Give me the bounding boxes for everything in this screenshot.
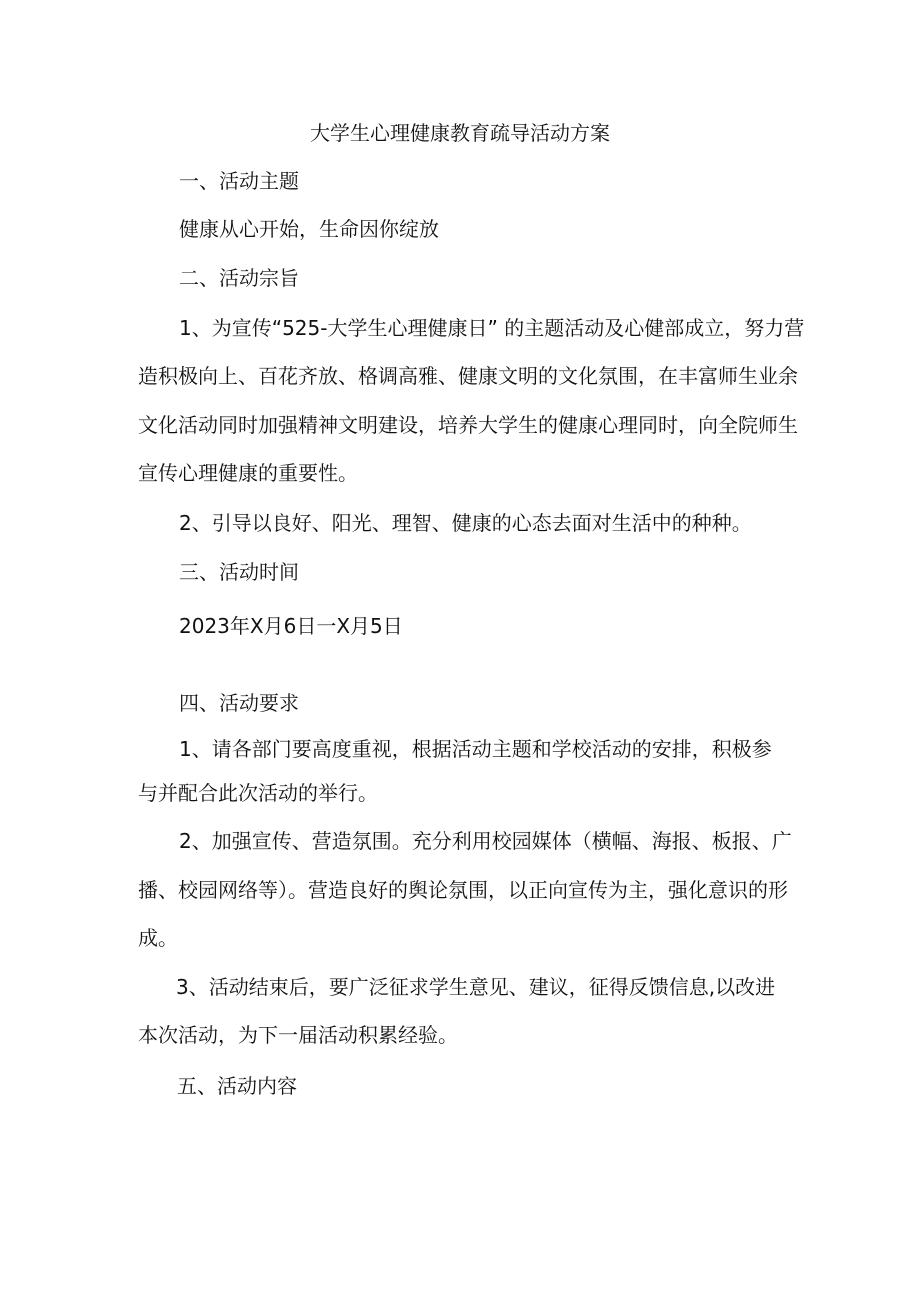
section-heading-time: 三、活动时间	[179, 560, 299, 584]
purpose-item2: 2、引导以良好、阳光、理智、健康的心态去面对生活中的种种。	[179, 511, 752, 535]
requirements-item2-line1: 2、加强宣传、营造氛围。充分利用校园媒体（横幅、海报、板报、广	[179, 829, 792, 853]
requirements-item1-line1: 1、请各部门要高度重视，根据活动主题和学校活动的安排，积极参	[179, 737, 772, 761]
section-heading-content: 五、活动内容	[177, 1074, 297, 1098]
purpose-item1-line3: 文化活动同时加强精神文明建设，培养大学生的健康心理同时，向全院师生	[138, 413, 798, 437]
requirements-item3-line1: 3、活动结束后，要广泛征求学生意见、建议，征得反馈信息,以改进	[176, 975, 776, 999]
section-heading-requirements: 四、活动要求	[179, 691, 299, 715]
document-title: 大学生心理健康教育疏导活动方案	[310, 121, 610, 145]
requirements-item3-line2: 本次活动，为下一届活动积累经验。	[138, 1023, 458, 1047]
purpose-item1-line2: 造积极向上、百花齐放、格调高雅、健康文明的文化氛围，在丰富师生业余	[138, 364, 798, 388]
requirements-item2-line3: 成。	[138, 926, 178, 950]
purpose-item1-line1: 1、为宣传“525-大学生心理健康日” 的主题活动及心健部成立，努力营	[179, 316, 805, 340]
section-heading-purpose: 二、活动宗旨	[179, 266, 299, 290]
section-heading-theme: 一、活动主题	[179, 169, 299, 193]
purpose-item1-line4: 宣传心理健康的重要性。	[138, 461, 358, 485]
requirements-item2-line2: 播、校园网络等）。营造良好的舆论氛围，以正向宣传为主，强化意识的形	[138, 878, 788, 902]
requirements-item1-line2: 与并配合此次活动的举行。	[138, 781, 378, 805]
time-text: 2023年X月6日一X月5日	[179, 614, 403, 638]
theme-text: 健康从心开始，生命因你绽放	[179, 217, 439, 241]
